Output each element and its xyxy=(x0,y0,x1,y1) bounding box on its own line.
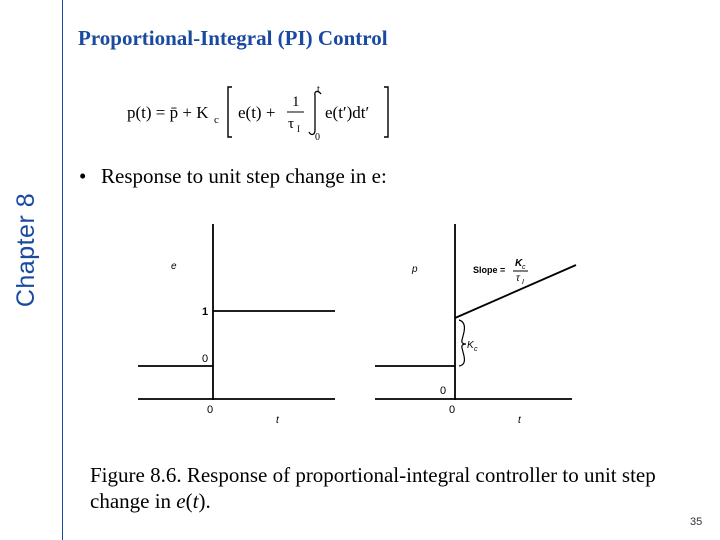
bullet-dot: • xyxy=(79,164,87,188)
integral-lower-limit: 0 xyxy=(315,132,320,142)
left-tick-zero: 0 xyxy=(202,353,209,365)
left-bracket xyxy=(228,87,232,137)
integral-upper-limit: t xyxy=(317,84,320,95)
fraction-numerator: 1 xyxy=(292,94,300,110)
left-x-tick-zero: 0 xyxy=(207,404,214,416)
left-y-label: e xyxy=(171,261,177,272)
page-number: 35 xyxy=(690,516,703,528)
integrand: e(t′)dt′ xyxy=(325,103,370,122)
kc-label: K xyxy=(467,340,474,351)
chapter-sidebar xyxy=(0,0,63,540)
equation-kc-subscript: c xyxy=(214,114,219,126)
right-x-tick-zero: 0 xyxy=(449,404,456,416)
equation-e-t: e(t) + xyxy=(238,103,276,122)
slope-denominator: τ xyxy=(516,273,520,284)
chapter-label: Chapter 8 xyxy=(12,192,40,308)
pi-control-equation xyxy=(122,82,392,142)
integral-sign xyxy=(309,91,321,134)
caption-italic-t: t xyxy=(192,489,199,513)
caption-end: ). xyxy=(198,489,211,513)
fraction-denominator-subscript: I xyxy=(297,124,300,134)
fraction-denominator: τ xyxy=(288,116,295,132)
kc-label-subscript: c xyxy=(474,346,478,353)
right-x-label: t xyxy=(518,415,521,426)
caption-italic-e: e xyxy=(176,489,186,513)
slope-numerator: K xyxy=(515,258,523,269)
bullet-item xyxy=(79,164,387,189)
kc-brace xyxy=(459,320,466,366)
bullet-text: Response to unit step change in e: xyxy=(101,164,387,188)
slope-denominator-subscript: I xyxy=(522,279,524,286)
slide-title: Proportional-Integral (PI) Control xyxy=(78,26,388,50)
right-y-label: p xyxy=(412,264,418,275)
step-response-figure xyxy=(130,218,590,438)
equation-lhs: p(t) = p̄ + K xyxy=(127,103,209,122)
left-tick-one: 1 xyxy=(202,306,209,318)
left-x-label: t xyxy=(276,415,279,426)
caption-open-paren: ( xyxy=(185,489,193,513)
error-step-plot xyxy=(138,224,335,426)
controller-output-plot xyxy=(375,224,576,426)
slope-numerator-subscript: c xyxy=(522,264,526,271)
caption-text: Figure 8.6. Response of proportional-integral controller to unit step change in xyxy=(90,463,656,513)
right-tick-zero: 0 xyxy=(440,385,447,397)
slope-label: Slope = xyxy=(473,265,506,275)
right-bracket xyxy=(384,87,388,137)
figure-caption xyxy=(90,462,680,514)
